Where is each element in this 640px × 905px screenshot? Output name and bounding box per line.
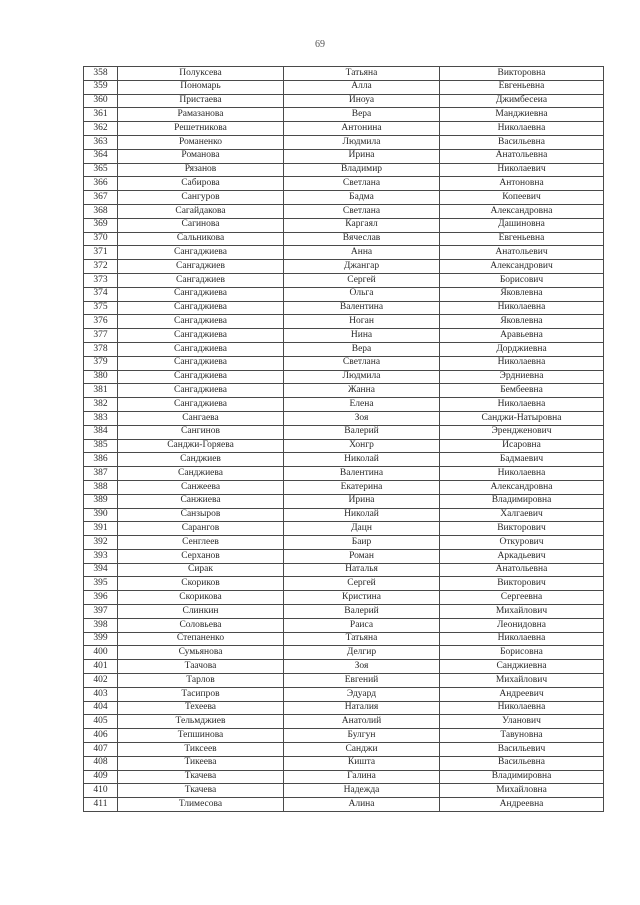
table-row: [84, 549, 604, 563]
table-row: [84, 687, 604, 701]
patronymic-cell: Манджиевна: [440, 108, 604, 122]
patronymic-cell: Николаевна: [440, 356, 604, 370]
patronymic-cell: Васильевич: [440, 743, 604, 757]
first-name-cell: Раиса: [284, 618, 440, 632]
row-number: 378: [84, 342, 118, 356]
table-row: [84, 508, 604, 522]
patronymic-cell: Васильевна: [440, 135, 604, 149]
patronymic-cell: Джимбесеиа: [440, 94, 604, 108]
table-row: [84, 798, 604, 812]
patronymic-cell: Викторович: [440, 522, 604, 536]
table-row: [84, 122, 604, 136]
last-name-cell: Тельмджиев: [118, 715, 284, 729]
roster-body: [84, 67, 604, 812]
row-number: 384: [84, 425, 118, 439]
patronymic-cell: Борисовна: [440, 646, 604, 660]
first-name-cell: Ноган: [284, 315, 440, 329]
patronymic-cell: Бембеевна: [440, 384, 604, 398]
patronymic-cell: Михайлович: [440, 674, 604, 688]
patronymic-cell: Евгеньевна: [440, 232, 604, 246]
patronymic-cell: Александровна: [440, 480, 604, 494]
first-name-cell: Валерий: [284, 425, 440, 439]
first-name-cell: Светлана: [284, 177, 440, 191]
last-name-cell: Сангаджиева: [118, 342, 284, 356]
last-name-cell: Санджиева: [118, 467, 284, 481]
row-number: 379: [84, 356, 118, 370]
row-number: 366: [84, 177, 118, 191]
first-name-cell: Валерий: [284, 605, 440, 619]
row-number: 398: [84, 618, 118, 632]
first-name-cell: Валентина: [284, 467, 440, 481]
row-number: 406: [84, 729, 118, 743]
table-row: [84, 715, 604, 729]
table-row: [84, 536, 604, 550]
patronymic-cell: Николаевна: [440, 398, 604, 412]
patronymic-cell: Санджиевна: [440, 660, 604, 674]
table-row: [84, 287, 604, 301]
patronymic-cell: Тавуновна: [440, 729, 604, 743]
table-row: [84, 260, 604, 274]
table-row: [84, 149, 604, 163]
last-name-cell: Тикеева: [118, 756, 284, 770]
patronymic-cell: Дашиновна: [440, 218, 604, 232]
row-number: 393: [84, 549, 118, 563]
last-name-cell: Сангинов: [118, 425, 284, 439]
last-name-cell: Рамазанова: [118, 108, 284, 122]
row-number: 396: [84, 591, 118, 605]
table-row: [84, 605, 604, 619]
table-row: [84, 246, 604, 260]
patronymic-cell: Михайлович: [440, 605, 604, 619]
last-name-cell: Сангаджиев: [118, 260, 284, 274]
table-row: [84, 480, 604, 494]
table-row: [84, 163, 604, 177]
row-number: 380: [84, 370, 118, 384]
table-row: [84, 756, 604, 770]
patronymic-cell: Евгеньевна: [440, 80, 604, 94]
first-name-cell: Сергей: [284, 273, 440, 287]
first-name-cell: Владимир: [284, 163, 440, 177]
first-name-cell: Бадма: [284, 191, 440, 205]
first-name-cell: Дацн: [284, 522, 440, 536]
table-row: [84, 494, 604, 508]
first-name-cell: Вячеслав: [284, 232, 440, 246]
last-name-cell: Скориков: [118, 577, 284, 591]
roster-table: [83, 66, 604, 812]
patronymic-cell: Александровна: [440, 204, 604, 218]
row-number: 360: [84, 94, 118, 108]
row-number: 410: [84, 784, 118, 798]
first-name-cell: Роман: [284, 549, 440, 563]
patronymic-cell: Яковлевна: [440, 315, 604, 329]
patronymic-cell: Андреевна: [440, 798, 604, 812]
first-name-cell: Алла: [284, 80, 440, 94]
first-name-cell: Зоя: [284, 660, 440, 674]
table-row: [84, 467, 604, 481]
page-number: 69: [315, 39, 325, 50]
first-name-cell: Иноуа: [284, 94, 440, 108]
row-number: 408: [84, 756, 118, 770]
last-name-cell: Сангаджиева: [118, 384, 284, 398]
first-name-cell: Анатолий: [284, 715, 440, 729]
table-row: [84, 743, 604, 757]
last-name-cell: Сангаджиева: [118, 370, 284, 384]
row-number: 377: [84, 329, 118, 343]
patronymic-cell: Владимировна: [440, 770, 604, 784]
row-number: 371: [84, 246, 118, 260]
row-number: 388: [84, 480, 118, 494]
patronymic-cell: Санджи-Натыровна: [440, 411, 604, 425]
table-row: [84, 370, 604, 384]
row-number: 403: [84, 687, 118, 701]
table-row: [84, 135, 604, 149]
last-name-cell: Сангаджиева: [118, 356, 284, 370]
patronymic-cell: Аркадьевич: [440, 549, 604, 563]
first-name-cell: Анна: [284, 246, 440, 260]
last-name-cell: Сальникова: [118, 232, 284, 246]
patronymic-cell: Аравьевна: [440, 329, 604, 343]
last-name-cell: Санжиева: [118, 494, 284, 508]
row-number: 372: [84, 260, 118, 274]
table-row: [84, 329, 604, 343]
first-name-cell: Татьяна: [284, 67, 440, 81]
last-name-cell: Сагайдакова: [118, 204, 284, 218]
table-row: [84, 177, 604, 191]
first-name-cell: Зоя: [284, 411, 440, 425]
table-row: [84, 273, 604, 287]
row-number: 376: [84, 315, 118, 329]
last-name-cell: Серханов: [118, 549, 284, 563]
row-number: 395: [84, 577, 118, 591]
last-name-cell: Скорикова: [118, 591, 284, 605]
last-name-cell: Полуксева: [118, 67, 284, 81]
first-name-cell: Баир: [284, 536, 440, 550]
table-row: [84, 342, 604, 356]
table-row: [84, 67, 604, 81]
patronymic-cell: Яковлевна: [440, 287, 604, 301]
last-name-cell: Пономарь: [118, 80, 284, 94]
row-number: 411: [84, 798, 118, 812]
last-name-cell: Санжеева: [118, 480, 284, 494]
patronymic-cell: Викторовна: [440, 67, 604, 81]
patronymic-cell: Викторович: [440, 577, 604, 591]
patronymic-cell: Уланович: [440, 715, 604, 729]
table-row: [84, 191, 604, 205]
patronymic-cell: Копеевич: [440, 191, 604, 205]
table-row: [84, 301, 604, 315]
last-name-cell: Пристаева: [118, 94, 284, 108]
last-name-cell: Степаненко: [118, 632, 284, 646]
last-name-cell: Тлимесова: [118, 798, 284, 812]
patronymic-cell: Бадмаевич: [440, 453, 604, 467]
row-number: 381: [84, 384, 118, 398]
first-name-cell: Вера: [284, 108, 440, 122]
first-name-cell: Наталия: [284, 701, 440, 715]
first-name-cell: Кишта: [284, 756, 440, 770]
first-name-cell: Алина: [284, 798, 440, 812]
last-name-cell: Рязанов: [118, 163, 284, 177]
last-name-cell: Сангаджиева: [118, 398, 284, 412]
first-name-cell: Сергей: [284, 577, 440, 591]
first-name-cell: Джангар: [284, 260, 440, 274]
first-name-cell: Светлана: [284, 356, 440, 370]
first-name-cell: Евгений: [284, 674, 440, 688]
row-number: 359: [84, 80, 118, 94]
table-row: [84, 770, 604, 784]
first-name-cell: Людмила: [284, 370, 440, 384]
last-name-cell: Сумьянова: [118, 646, 284, 660]
first-name-cell: Вера: [284, 342, 440, 356]
first-name-cell: Галина: [284, 770, 440, 784]
table-row: [84, 425, 604, 439]
table-row: [84, 784, 604, 798]
first-name-cell: Елена: [284, 398, 440, 412]
row-number: 409: [84, 770, 118, 784]
last-name-cell: Соловьева: [118, 618, 284, 632]
first-name-cell: Нина: [284, 329, 440, 343]
last-name-cell: Романова: [118, 149, 284, 163]
table-row: [84, 315, 604, 329]
patronymic-cell: Борисович: [440, 273, 604, 287]
row-number: 365: [84, 163, 118, 177]
last-name-cell: Сангаджиев: [118, 273, 284, 287]
table-row: [84, 398, 604, 412]
last-name-cell: Техеева: [118, 701, 284, 715]
table-row: [84, 232, 604, 246]
table-row: [84, 108, 604, 122]
table-row: [84, 411, 604, 425]
table-row: [84, 218, 604, 232]
patronymic-cell: Александрович: [440, 260, 604, 274]
row-number: 374: [84, 287, 118, 301]
row-number: 370: [84, 232, 118, 246]
patronymic-cell: Леонидовна: [440, 618, 604, 632]
patronymic-cell: Николаевна: [440, 301, 604, 315]
row-number: 397: [84, 605, 118, 619]
first-name-cell: Татьяна: [284, 632, 440, 646]
patronymic-cell: Владимировна: [440, 494, 604, 508]
first-name-cell: Хонгр: [284, 439, 440, 453]
patronymic-cell: Николаевич: [440, 163, 604, 177]
patronymic-cell: Дорджиевна: [440, 342, 604, 356]
first-name-cell: Ольга: [284, 287, 440, 301]
row-number: 389: [84, 494, 118, 508]
patronymic-cell: Откурович: [440, 536, 604, 550]
last-name-cell: Тарлов: [118, 674, 284, 688]
table-row: [84, 80, 604, 94]
first-name-cell: Николай: [284, 508, 440, 522]
patronymic-cell: Васильевна: [440, 756, 604, 770]
row-number: 373: [84, 273, 118, 287]
patronymic-cell: Андреевич: [440, 687, 604, 701]
first-name-cell: Антонина: [284, 122, 440, 136]
table-row: [84, 453, 604, 467]
row-number: 361: [84, 108, 118, 122]
table-row: [84, 384, 604, 398]
last-name-cell: Сагинова: [118, 218, 284, 232]
table-row: [84, 591, 604, 605]
patronymic-cell: Анатольевна: [440, 149, 604, 163]
first-name-cell: Делгир: [284, 646, 440, 660]
row-number: 394: [84, 563, 118, 577]
last-name-cell: Романенко: [118, 135, 284, 149]
first-name-cell: Санджи: [284, 743, 440, 757]
row-number: 363: [84, 135, 118, 149]
row-number: 404: [84, 701, 118, 715]
patronymic-cell: Эрдниевна: [440, 370, 604, 384]
table-row: [84, 204, 604, 218]
row-number: 383: [84, 411, 118, 425]
last-name-cell: Сабирова: [118, 177, 284, 191]
row-number: 405: [84, 715, 118, 729]
table-row: [84, 522, 604, 536]
table-row: [84, 674, 604, 688]
row-number: 362: [84, 122, 118, 136]
row-number: 401: [84, 660, 118, 674]
table-row: [84, 729, 604, 743]
patronymic-cell: Николаевна: [440, 122, 604, 136]
table-row: [84, 646, 604, 660]
patronymic-cell: Сергеевна: [440, 591, 604, 605]
last-name-cell: Тепшинова: [118, 729, 284, 743]
patronymic-cell: Михайловна: [440, 784, 604, 798]
first-name-cell: Людмила: [284, 135, 440, 149]
patronymic-cell: Анатольевна: [440, 563, 604, 577]
row-number: 387: [84, 467, 118, 481]
first-name-cell: Булгун: [284, 729, 440, 743]
table-row: [84, 701, 604, 715]
patronymic-cell: Антоновна: [440, 177, 604, 191]
last-name-cell: Тасипров: [118, 687, 284, 701]
row-number: 407: [84, 743, 118, 757]
last-name-cell: Санджи-Горяева: [118, 439, 284, 453]
row-number: 390: [84, 508, 118, 522]
first-name-cell: Каргаял: [284, 218, 440, 232]
last-name-cell: Сангуров: [118, 191, 284, 205]
table-row: [84, 94, 604, 108]
row-number: 364: [84, 149, 118, 163]
last-name-cell: Сангаджиева: [118, 315, 284, 329]
last-name-cell: Сангаджиева: [118, 301, 284, 315]
row-number: 386: [84, 453, 118, 467]
last-name-cell: Санджиев: [118, 453, 284, 467]
last-name-cell: Санзыров: [118, 508, 284, 522]
first-name-cell: Жанна: [284, 384, 440, 398]
first-name-cell: Надежда: [284, 784, 440, 798]
patronymic-cell: Николаевна: [440, 632, 604, 646]
row-number: 385: [84, 439, 118, 453]
first-name-cell: Эдуард: [284, 687, 440, 701]
last-name-cell: Тиксеев: [118, 743, 284, 757]
last-name-cell: Слинкин: [118, 605, 284, 619]
row-number: 369: [84, 218, 118, 232]
first-name-cell: Кристина: [284, 591, 440, 605]
table-row: [84, 618, 604, 632]
table-row: [84, 356, 604, 370]
last-name-cell: Сангаджиева: [118, 329, 284, 343]
table-row: [84, 632, 604, 646]
patronymic-cell: Анатольевич: [440, 246, 604, 260]
row-number: 358: [84, 67, 118, 81]
first-name-cell: Екатерина: [284, 480, 440, 494]
first-name-cell: Светлана: [284, 204, 440, 218]
last-name-cell: Ткачева: [118, 784, 284, 798]
row-number: 400: [84, 646, 118, 660]
row-number: 375: [84, 301, 118, 315]
table-row: [84, 577, 604, 591]
row-number: 392: [84, 536, 118, 550]
last-name-cell: Сарангов: [118, 522, 284, 536]
last-name-cell: Сангаджиева: [118, 287, 284, 301]
last-name-cell: Сирак: [118, 563, 284, 577]
row-number: 367: [84, 191, 118, 205]
last-name-cell: Решетникова: [118, 122, 284, 136]
first-name-cell: Наталья: [284, 563, 440, 577]
last-name-cell: Ткачева: [118, 770, 284, 784]
last-name-cell: Сенглеев: [118, 536, 284, 550]
first-name-cell: Ирина: [284, 494, 440, 508]
last-name-cell: Таачова: [118, 660, 284, 674]
row-number: 399: [84, 632, 118, 646]
last-name-cell: Сангаева: [118, 411, 284, 425]
first-name-cell: Валентина: [284, 301, 440, 315]
first-name-cell: Николай: [284, 453, 440, 467]
table-row: [84, 439, 604, 453]
patronymic-cell: Николаевна: [440, 701, 604, 715]
table-row: [84, 660, 604, 674]
first-name-cell: Ирина: [284, 149, 440, 163]
patronymic-cell: Халгаевич: [440, 508, 604, 522]
row-number: 402: [84, 674, 118, 688]
row-number: 368: [84, 204, 118, 218]
table-row: [84, 563, 604, 577]
row-number: 382: [84, 398, 118, 412]
last-name-cell: Сангаджиева: [118, 246, 284, 260]
patronymic-cell: Эрендженович: [440, 425, 604, 439]
row-number: 391: [84, 522, 118, 536]
patronymic-cell: Исаровна: [440, 439, 604, 453]
patronymic-cell: Николаевна: [440, 467, 604, 481]
